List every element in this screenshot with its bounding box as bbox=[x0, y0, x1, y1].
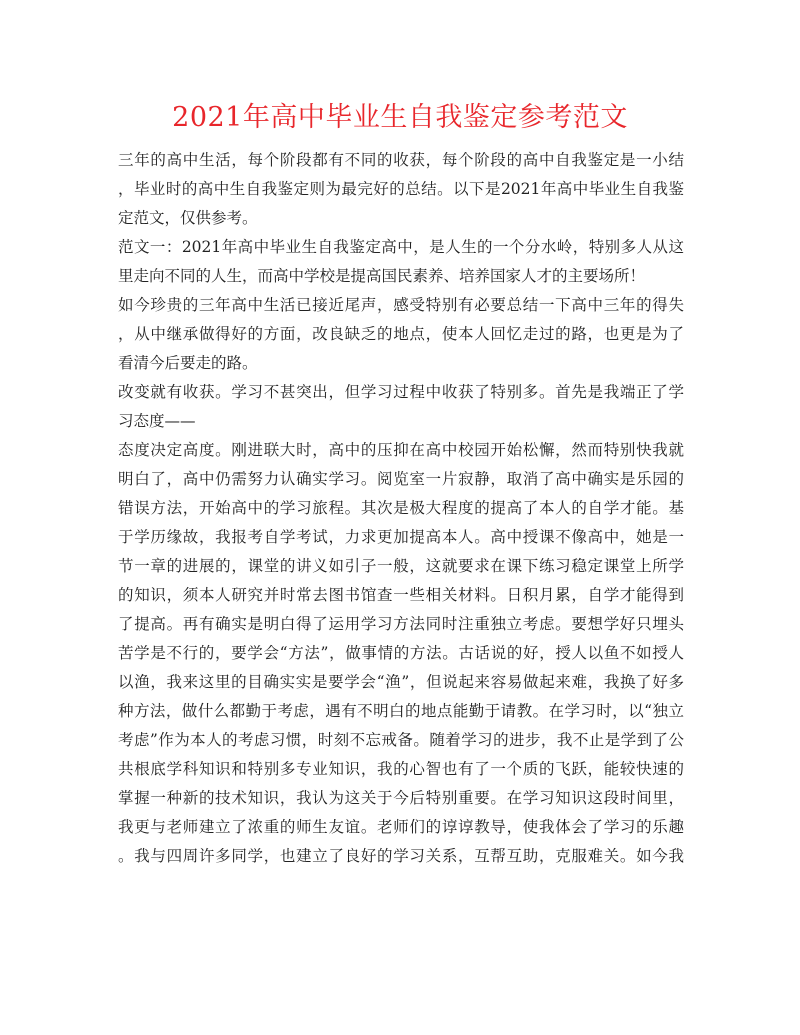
text-line: 如今珍贵的三年高中生活已接近尾声，感受特别有必要总结一下高中三年的得失 bbox=[118, 296, 684, 314]
text-line: 于学历缘故，我报考自学考试，力求更加提高本人。高中授课不像高中，她是一 bbox=[118, 528, 684, 546]
text-line: ，从中继承做得好的方面，改良缺乏的地点，使本人回忆走过的路，也更是为了 bbox=[118, 325, 684, 343]
document-title: 2021年高中毕业生自我鉴定参考范文 bbox=[172, 102, 628, 133]
text-line: 明白了，高中仍需努力认确实学习。阅览室一片寂静，取消了高中确实是乐园的 bbox=[118, 470, 684, 488]
text-line: 。我与四周许多同学，也建立了良好的学习关系，互帮互助，克服难关。如今我 bbox=[118, 847, 684, 865]
text-line: 错误方法，开始高中的学习旅程。其次是极大程度的提高了本人的自学才能。基 bbox=[118, 499, 684, 517]
text-line: 我更与老师建立了浓重的师生友谊。老师们的谆谆教导，使我体会了学习的乐趣 bbox=[118, 818, 684, 836]
text-line: 态度决定高度。刚进联大时，高中的压抑在高中校园开始松懈，然而特别快我就 bbox=[118, 441, 684, 459]
text-line: 以渔，我来这里的目确实实是要学会“渔”，但说起来容易做起来难，我换了好多 bbox=[118, 673, 684, 691]
text-line: 定范文，仅供参考。 bbox=[118, 209, 258, 227]
text-line: 考虑”作为本人的考虑习惯，时刻不忘戒备。随着学习的进步，我不止是学到了公 bbox=[118, 731, 684, 749]
text-line: 节一章的进展的，课堂的讲义如引子一般，这就要求在课下练习稳定课堂上所学 bbox=[118, 557, 684, 575]
text-line: 种方法，做什么都勤于考虑，遇有不明白的地点能勤于请教。在学习时，以“独立 bbox=[118, 702, 684, 720]
text-line: 三年的高中生活，每个阶段都有不同的收获，每个阶段的高中自我鉴定是一小结 bbox=[118, 151, 684, 169]
text-line: 改变就有收获。学习不甚突出，但学习过程中收获了特别多。首先是我端正了学 bbox=[118, 383, 684, 401]
text-line: 的知识，须本人研究并时常去图书馆查一些相关材料。日积月累，自学才能得到 bbox=[118, 586, 684, 604]
text-line: 看清今后要走的路。 bbox=[118, 354, 258, 372]
text-line: 共根底学科知识和特别多专业知识，我的心智也有了一个质的飞跃，能较快速的 bbox=[118, 760, 684, 778]
text-line: 里走向不同的人生，而高中学校是提高国民素养、培养国家人才的主要场所！ bbox=[118, 267, 646, 285]
text-line: 苦学是不行的，要学会“方法”，做事情的方法。古话说的好，授人以鱼不如授人 bbox=[118, 644, 684, 662]
text-line: 习态度—— bbox=[118, 412, 196, 430]
text-line: 掌握一种新的技术知识，我认为这关于今后特别重要。在学习知识这段时间里， bbox=[118, 789, 684, 807]
document-body bbox=[118, 146, 684, 871]
text-line: ，毕业时的高中生自我鉴定则为最完好的总结。以下是2021年高中毕业生自我鉴 bbox=[118, 180, 684, 198]
text-line: 范文一：2021年高中毕业生自我鉴定高中，是人生的一个分水岭，特别多人从这 bbox=[118, 238, 684, 256]
text-line: 了提高。再有确实是明白得了运用学习方法同时注重独立考虑。要想学好只埋头 bbox=[118, 615, 684, 633]
